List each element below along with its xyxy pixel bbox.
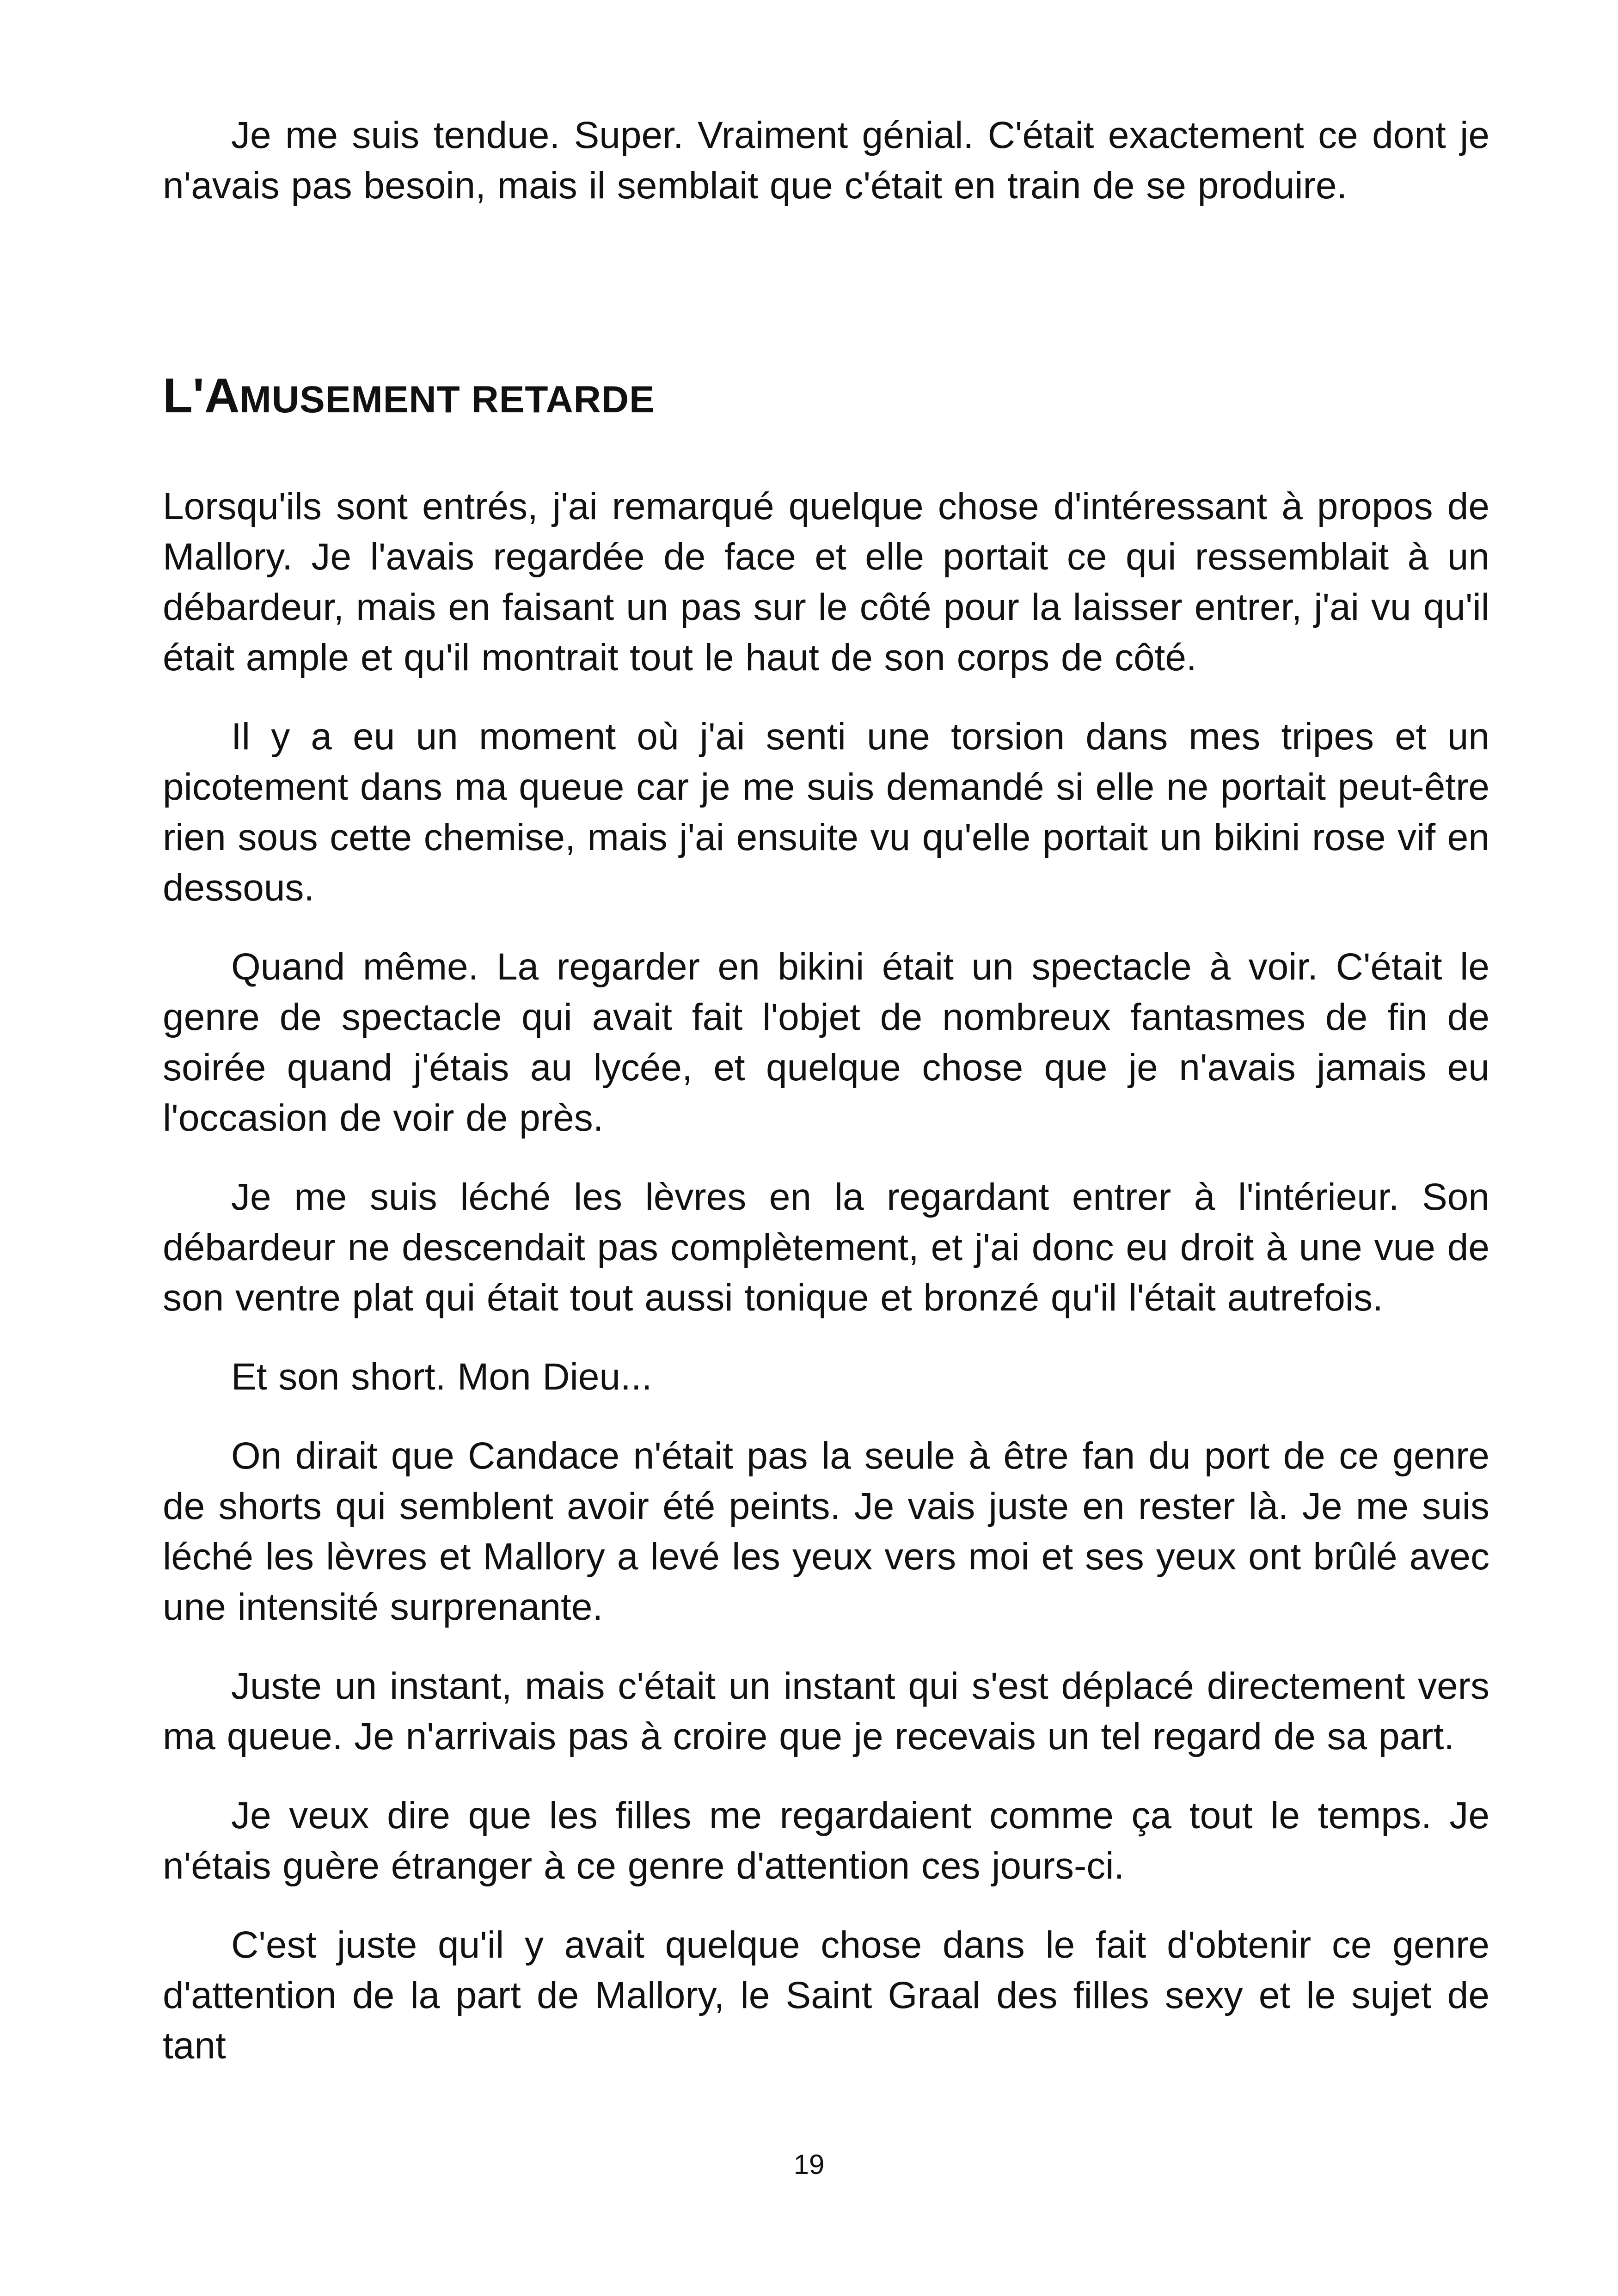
opening-paragraph: Je me suis tendue. Super. Vraiment génial. C'était exactement ce dont je n'avais pas besoin, mais il semblait que c'était en train de se produire. [163,114,1489,207]
paragraph-3: Quand même. La regarder en bikini était un spectacle à voir. C'était le genre de spectacle qui avait fait l'objet de nombreux fantasmes de fin de soirée quand j'étais au lycée, et quelque chose que je n'avais jamais eu l'occasion de voir de près. [163,946,1489,1139]
page-content [163,110,1489,2071]
paragraph-6: On dirait que Candace n'était pas la seule à être fan du port de ce genre de shorts qui semblent avoir été peints. Je vais juste en rester là. Je me suis léché les lèvres et Mallory a levé les yeux vers moi et ses yeux ont brûlé avec une intensité surprenante. [163,1435,1489,1628]
chapter-title-rest: MUSEMENT RETARDE [239,379,655,421]
paragraph-5: Et son short. Mon Dieu... [231,1356,652,1398]
paragraph-9: C'est juste qu'il y avait quelque chose dans le fait d'obtenir ce genre d'attention de la part de Mallory, le Saint Graal des filles sexy et le sujet de tant [163,1924,1489,2067]
paragraph-4: Je me suis léché les lèvres en la regardant entrer à l'intérieur. Son débardeur ne descendait pas complètement, et j'ai donc eu droit à une vue de son ventre plat qui était tout aussi tonique et bronzé qu'il l'était autrefois. [163,1176,1489,1319]
chapter-title [163,363,1489,428]
paragraph-1: Lorsqu'ils sont entrés, j'ai remarqué quelque chose d'intéressant à propos de Mallory. Je l'avais regardée de face et elle portait ce qui ressemblait à un débardeur, mais en faisant un pas sur le côté pour la laisser entrer, j'ai vu qu'il était ample et qu'il montrait tout le haut de son corps de côté. [163,485,1489,679]
paragraph-8: Je veux dire que les filles me regardaient comme ça tout le temps. Je n'étais guère étranger à ce genre d'attention ces jours-ci. [163,1794,1489,1887]
page-number: 19 [793,2149,825,2180]
paragraph-7: Juste un instant, mais c'était un instant qui s'est déplacé directement vers ma queue. Je n'arrivais pas à croire que je recevais un tel regard de sa part. [163,1665,1489,1757]
paragraph-2: Il y a eu un moment où j'ai senti une torsion dans mes tripes et un picotement dans ma queue car je me suis demandé si elle ne portait peut-être rien sous cette chemise, mais j'ai ensuite vu qu'elle portait un bikini rose vif en dessous. [163,716,1489,909]
chapter-title-cap: L'A [163,368,240,423]
